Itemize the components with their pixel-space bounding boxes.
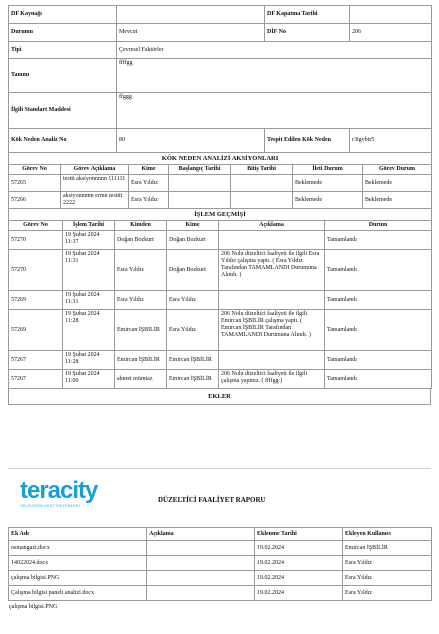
actions-col-no: Görev No xyxy=(9,165,61,175)
table-row xyxy=(9,192,432,209)
logo-tagline: GELECEĞİN KENT SİSTEMLERİ xyxy=(20,504,80,508)
table-row xyxy=(9,571,432,586)
action-end xyxy=(231,192,293,209)
history-status: Tamamlandı xyxy=(325,291,432,310)
history-no: 57267 xyxy=(9,351,63,370)
action-start xyxy=(169,175,231,192)
df-kapatma-label: DF Kapatma Tarihi xyxy=(265,6,350,24)
att-date: 19.02.2024 xyxy=(255,571,343,586)
history-status: Tamamlandı xyxy=(325,250,432,291)
history-date: 19 Şubat 2024 11:31 xyxy=(63,250,115,291)
att-col-name: Ek Adı xyxy=(9,528,147,541)
history-desc: 206 Nolu düzeltici faaliyeti ile ilgili Esra Yıldız çalışma yaptı. ( Esra Yıldız Tarafından TAMAMLANDI Durumuna Alındı. ) xyxy=(219,250,325,291)
att-col-desc: Açıklama xyxy=(147,528,255,541)
action-end xyxy=(231,175,293,192)
actions-col-durum: Görev Durum xyxy=(363,165,432,175)
att-name: çalışma bilgisi.PNG xyxy=(9,571,147,586)
table-row xyxy=(9,175,432,192)
actions-table xyxy=(8,152,432,209)
history-date: 19 Şubat 2024 11:28 xyxy=(63,310,115,351)
header-info-table xyxy=(8,5,432,153)
standart-label: İlgili Standart Maddesi xyxy=(9,93,117,129)
action-no: 57266 xyxy=(9,192,61,209)
history-desc: 206 Nolu düzeltici faaliyeti ile ilgili Emircan İŞBİLİR çalışma yaptı. ( Emircan İŞBİLİR Tarafından TAMAMLANDI Durumuna Alındı. ) xyxy=(219,310,325,351)
history-status: Tamamlandı xyxy=(325,310,432,351)
history-col-status: Durum xyxy=(325,221,432,231)
history-to: Emircan İŞBİLİR xyxy=(167,351,219,370)
history-date: 19 Şubat 2024 11:31 xyxy=(63,291,115,310)
history-col-to: Kime xyxy=(167,221,219,231)
history-from: Emircan İŞBİLİR xyxy=(115,310,167,351)
table-row xyxy=(9,556,432,571)
history-table xyxy=(8,208,432,389)
history-desc xyxy=(219,291,325,310)
history-date: 19 Şubat 2024 11:37 xyxy=(63,231,115,250)
df-kapatma-value xyxy=(350,6,432,24)
att-name: 14022024.docx xyxy=(9,556,147,571)
report-page-2 xyxy=(8,468,431,634)
history-to: Esra Yıldız xyxy=(167,310,219,351)
standart-value: ffggg xyxy=(117,93,432,129)
history-status: Tamamlandı xyxy=(325,370,432,389)
history-title: İŞLEM GEÇMİŞİ xyxy=(9,209,432,221)
history-to: Doğan Bozkurt xyxy=(167,250,219,291)
history-no: 57270 xyxy=(9,250,63,291)
history-col-from: Kimden xyxy=(115,221,167,231)
att-col-date: Eklenme Tarihi xyxy=(255,528,343,541)
action-kime: Esra Yıldız xyxy=(129,175,169,192)
table-row xyxy=(9,310,432,351)
att-trailing-row: çalışma bilgisi.PNG xyxy=(9,604,58,610)
company-logo xyxy=(20,479,115,515)
report-title: DÜZELTİCİ FAALİYET RAPORU xyxy=(158,496,266,504)
att-desc xyxy=(147,556,255,571)
actions-col-end: Bitiş Tarihi xyxy=(231,165,293,175)
att-user: Esra Yıldız xyxy=(343,586,432,601)
tespit-value: r3tgvbtr5 xyxy=(350,129,432,153)
df-kaynagi-label: DF Kaynağı xyxy=(9,6,117,24)
durumu-label: Durumu xyxy=(9,24,117,42)
history-no: 57270 xyxy=(9,231,63,250)
ekler-heading: EKLER xyxy=(8,388,431,405)
history-desc: 206 Nolu düzeltici faaliyeti ile ilgili çalışma yapınız. ( ffffgg ) xyxy=(219,370,325,389)
history-status: Tamamlandı xyxy=(325,231,432,250)
att-date: 19.02.2024 xyxy=(255,586,343,601)
att-date: 19.02.2024 xyxy=(255,556,343,571)
history-col-desc: Açıklama xyxy=(219,221,325,231)
history-col-no: Görev No xyxy=(9,221,63,231)
history-no: 57269 xyxy=(9,310,63,351)
durumu-value: Mevcut xyxy=(117,24,265,42)
tespit-label: Tespit Edilen Kök Neden xyxy=(265,129,350,153)
history-desc xyxy=(219,351,325,370)
table-row xyxy=(9,250,432,291)
att-desc xyxy=(147,586,255,601)
att-col-user: Ekleyen Kullanıcı xyxy=(343,528,432,541)
action-start xyxy=(169,192,231,209)
attachments-table xyxy=(8,527,432,601)
history-no: 57267 xyxy=(9,370,63,389)
action-kime: Esra Yıldız xyxy=(129,192,169,209)
action-durum: Beklemede xyxy=(363,175,432,192)
kok-neden-no-label: Kök Neden Analiz No xyxy=(9,129,117,153)
action-desc: testtt aksiyonnnnn 111111 xyxy=(61,175,129,192)
history-from: Emircan İŞBİLİR xyxy=(115,351,167,370)
history-from: ahmet mümtaz xyxy=(115,370,167,389)
table-row xyxy=(9,291,432,310)
tanimi-value: ffffgg xyxy=(117,59,432,93)
history-status: Tamamlandı xyxy=(325,351,432,370)
history-to: Esra Yıldız xyxy=(167,291,219,310)
tipi-label: Tipi xyxy=(9,42,117,59)
att-name: Çalışma bilgisi paneli analizi.docx xyxy=(9,586,147,601)
att-user: Esra Yıldız xyxy=(343,571,432,586)
actions-col-start: Başlangıç Tarihi xyxy=(169,165,231,175)
history-to: Emircan İŞBİLİR xyxy=(167,370,219,389)
table-row xyxy=(9,231,432,250)
history-no: 57269 xyxy=(9,291,63,310)
table-row xyxy=(9,351,432,370)
dif-no-value: 206 xyxy=(350,24,432,42)
report-header xyxy=(8,469,431,521)
history-from: Esra Yıldız xyxy=(115,291,167,310)
att-user: Emircan İŞBİLİR xyxy=(343,541,432,556)
att-desc xyxy=(147,571,255,586)
action-desc: aksiyonnnnn ermn testttt 2222 xyxy=(61,192,129,209)
att-user: Esra Yıldız xyxy=(343,556,432,571)
action-ileti: Beklemede xyxy=(293,175,363,192)
history-col-date: İşlem Tarihi xyxy=(63,221,115,231)
att-date: 19.02.2024 xyxy=(255,541,343,556)
history-from: Esra Yıldız xyxy=(115,250,167,291)
dif-no-label: DİF No xyxy=(265,24,350,42)
tanimi-label: Tanımı xyxy=(9,59,117,93)
actions-col-kime: Kime xyxy=(129,165,169,175)
report-page-1 xyxy=(8,5,431,405)
kok-neden-no-value: 80 xyxy=(117,129,265,153)
logo-wordmark: teracity xyxy=(20,477,98,504)
att-desc xyxy=(147,541,255,556)
table-row xyxy=(9,541,432,556)
df-kaynagi-value xyxy=(117,6,265,24)
history-date: 19 Şubat 2024 11:00 xyxy=(63,370,115,389)
action-no: 57265 xyxy=(9,175,61,192)
history-date: 19 Şubat 2024 11:28 xyxy=(63,351,115,370)
action-ileti: Beklemede xyxy=(293,192,363,209)
att-name: osmangazi.docx xyxy=(9,541,147,556)
action-durum: Beklemede xyxy=(363,192,432,209)
history-desc xyxy=(219,231,325,250)
actions-title: KÖK NEDEN ANALİZİ AKSİYONLARI xyxy=(9,153,432,165)
tipi-value: Çevresel Faktörler xyxy=(117,42,432,59)
actions-col-desc: Görev Açıklama xyxy=(61,165,129,175)
history-to: Doğan Bozkurt xyxy=(167,231,219,250)
table-row xyxy=(9,586,432,601)
table-row xyxy=(9,370,432,389)
history-from: Doğan Bozkurt xyxy=(115,231,167,250)
actions-col-ileti: İleti Durum xyxy=(293,165,363,175)
